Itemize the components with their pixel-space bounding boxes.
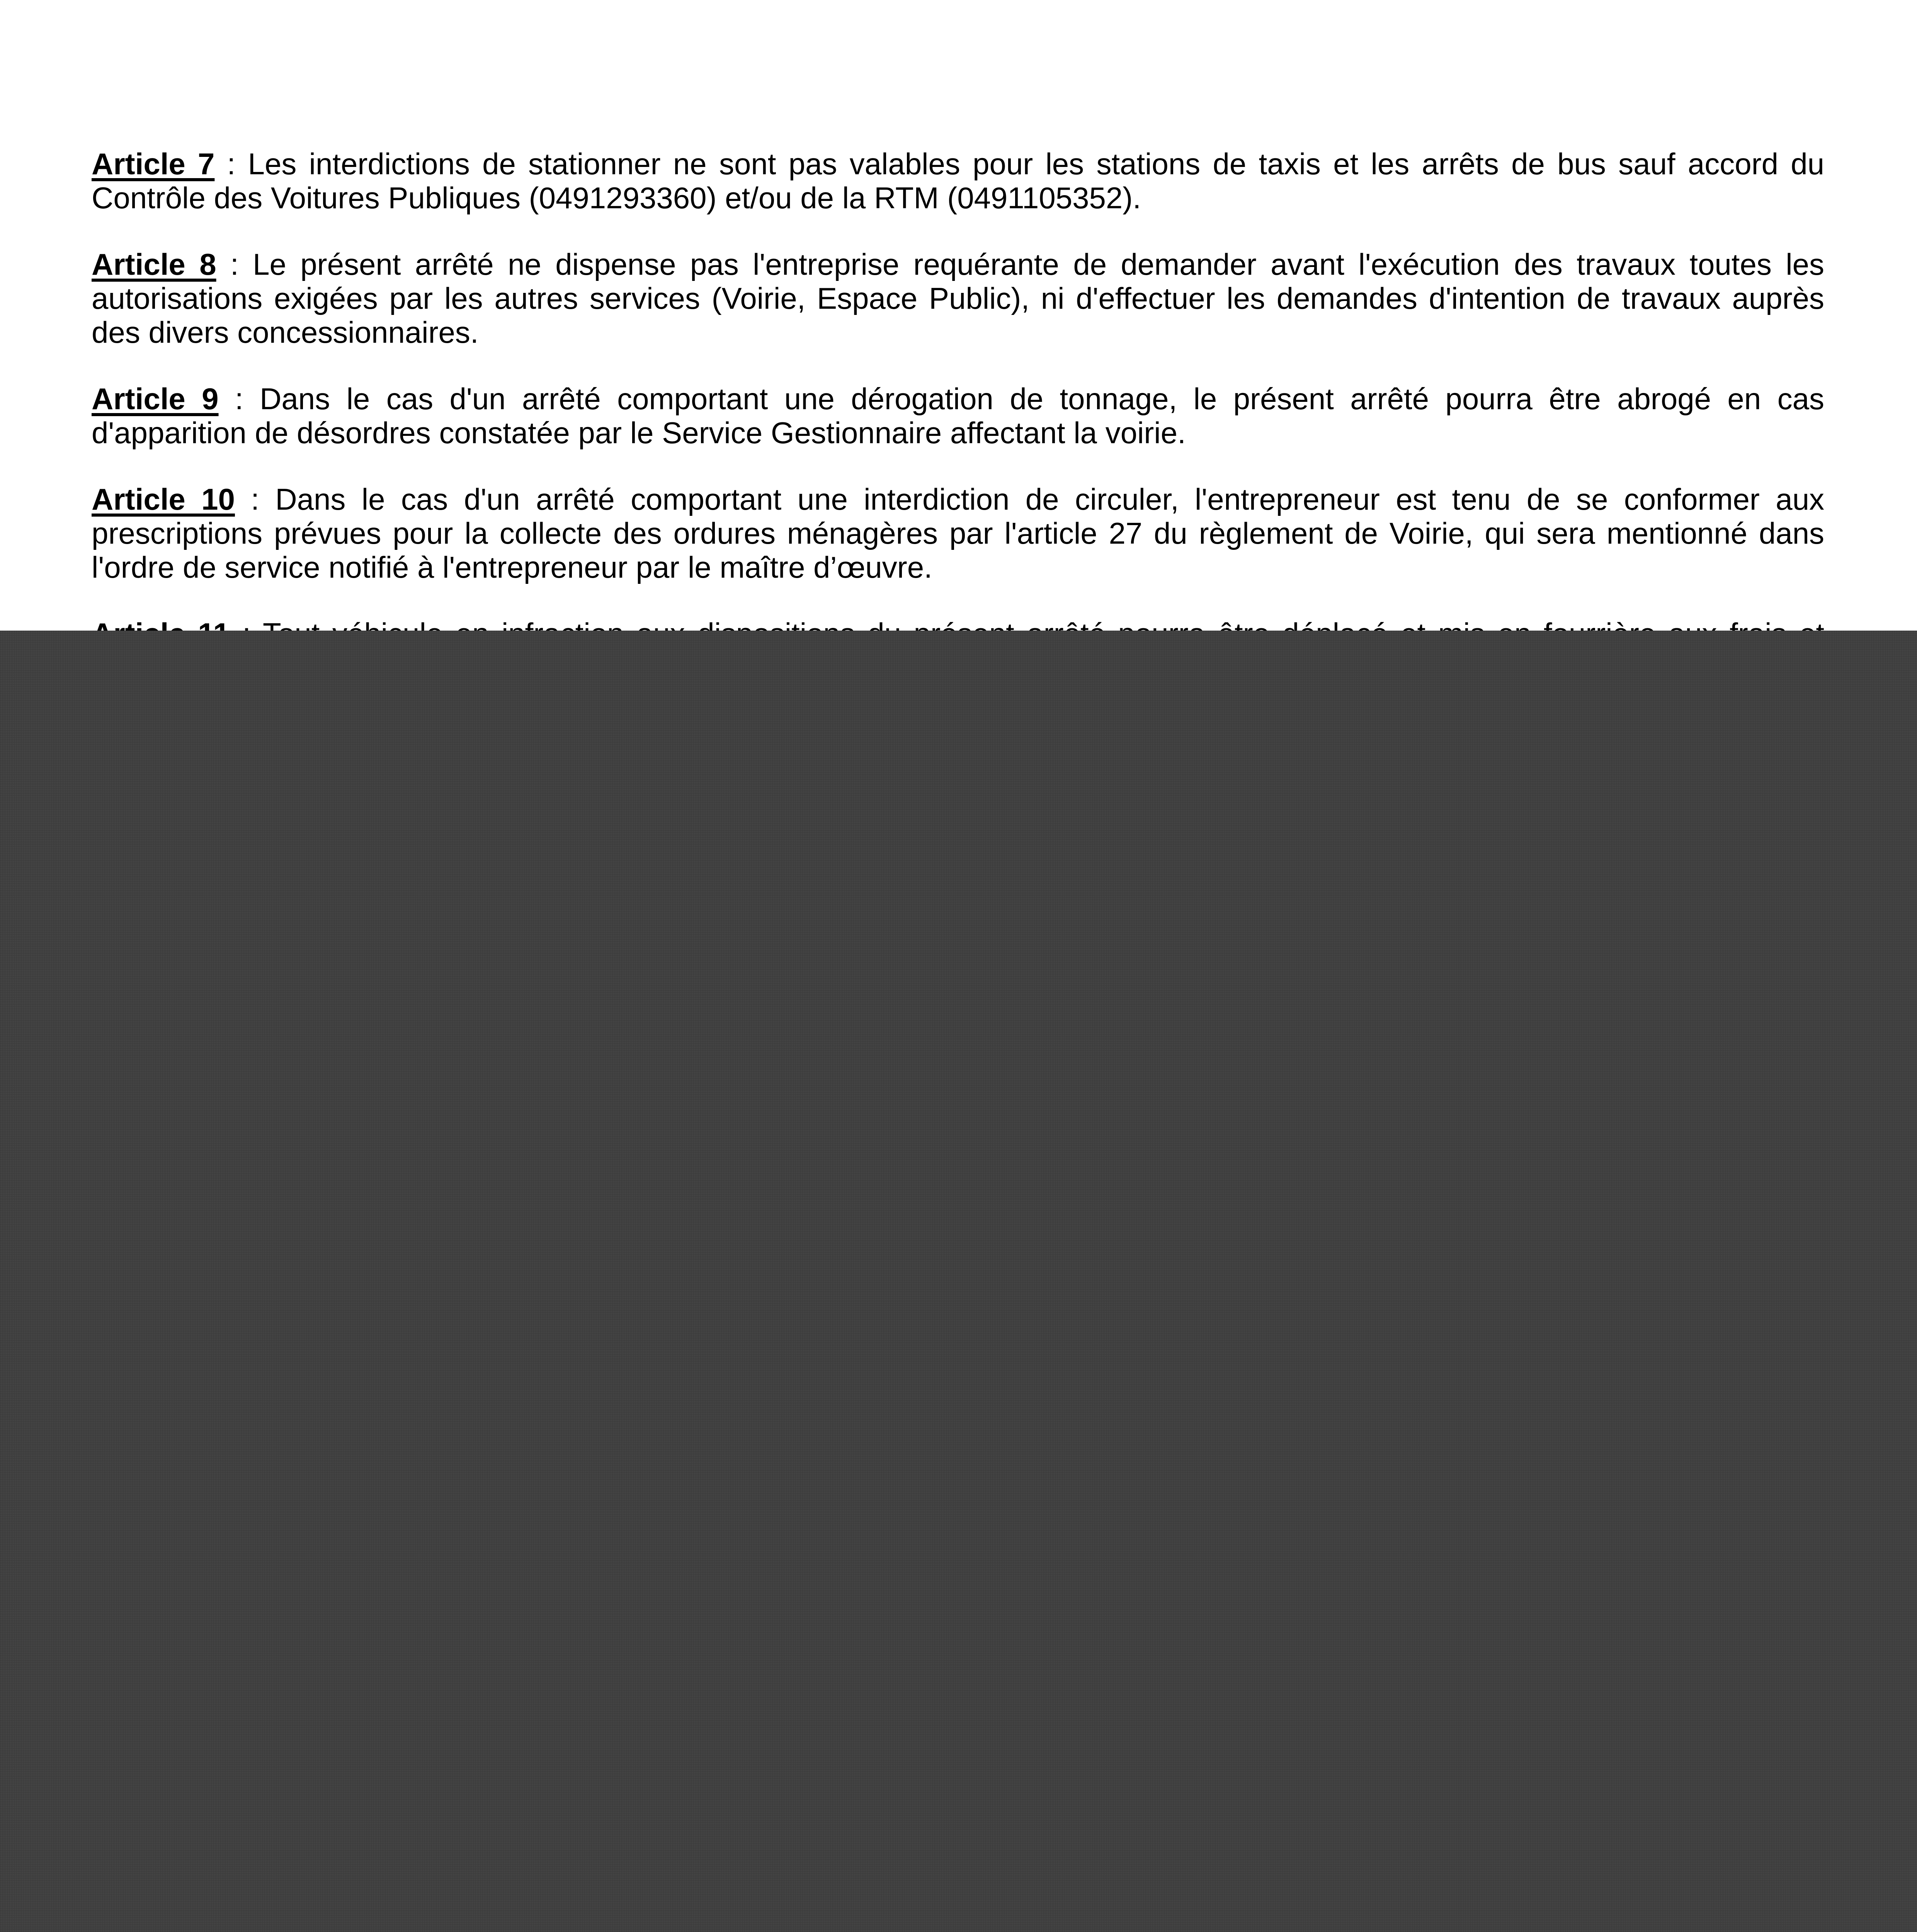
article-8 xyxy=(92,247,1824,349)
article-10-label: Article 10 xyxy=(92,482,235,516)
dark-overlay xyxy=(0,631,1917,1932)
article-7-label: Article 7 xyxy=(92,147,215,181)
article-8-text: : Le présent arrêté ne dispense pas l'entreprise requérante de demander avant l'exécution des travaux toutes les autorisations exigées par les autres services (Voirie, Espace Public), ni d'effectuer les demandes d'intention de travaux auprès des divers concessionnaires. xyxy=(92,247,1825,349)
article-9-label: Article 9 xyxy=(92,382,219,416)
article-7 xyxy=(92,147,1824,215)
article-8-label: Article 8 xyxy=(92,247,216,281)
article-9-text: : Dans le cas d'un arrêté comportant une dérogation de tonnage, le présent arrêté pourra être abrogé en cas d'apparition de désordres constatée par le Service Gestionnaire affectant la voirie. xyxy=(92,382,1824,450)
article-10-text: : Dans le cas d'un arrêté comportant une interdiction de circuler, l'entrepreneur est tenu de se conformer aux prescriptions prévues pour la collecte des ordures ménagères par l'article 27 du règlement de Voirie, qui sera mentionné dans l'ordre de service notifié à l'entrepreneur par le maître d’œuvre. xyxy=(92,482,1824,584)
article-10 xyxy=(92,482,1824,584)
article-9 xyxy=(92,382,1824,450)
article-7-text: : Les interdictions de stationner ne sont pas valables pour les stations de taxis et les arrêts de bus sauf accord du Contrôle des Voitures Publiques (0491293360) et/ou de la RTM (0491105352). xyxy=(92,147,1824,215)
